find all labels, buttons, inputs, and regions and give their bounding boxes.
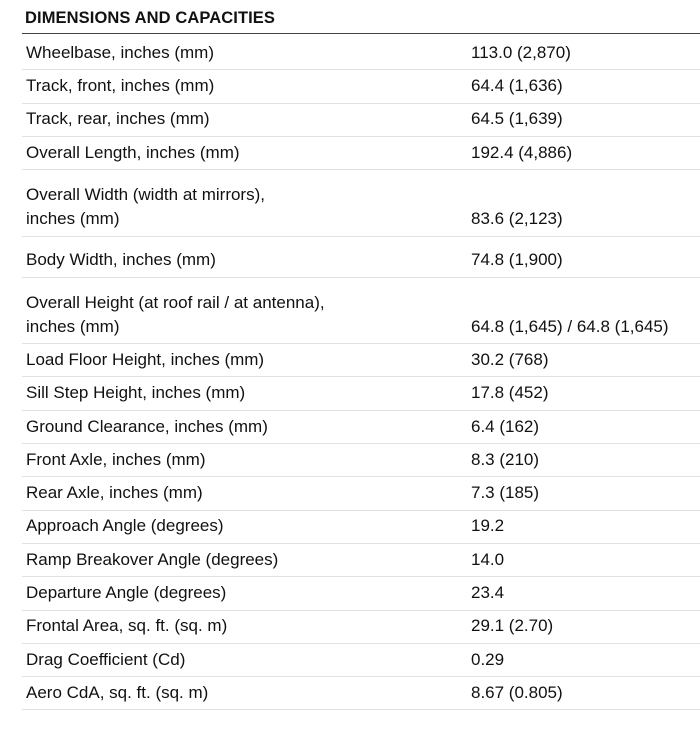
row-label: Body Width, inches (mm) [26, 250, 216, 270]
row-label [22, 183, 468, 231]
spec-table [22, 37, 700, 710]
row-value: 64.5 (1,639) [471, 109, 563, 129]
row-label: Drag Coefficient (Cd) [26, 649, 186, 669]
row-value: 64.8 (1,645) / 64.8 (1,645) [471, 316, 669, 336]
table-row-overall-width [22, 170, 700, 237]
row-value: 6.4 (162) [471, 416, 540, 436]
row-label-line1: Overall Width (width at mirrors), [26, 185, 265, 205]
row-label-line2: inches (mm) [26, 209, 120, 229]
table-row-drag-coefficient [22, 644, 700, 677]
table-row-ramp-breakover-angle [22, 544, 700, 577]
row-label [22, 291, 468, 339]
table-row-overall-height [22, 278, 700, 345]
row-label: Front Axle, inches (mm) [26, 449, 206, 469]
row-label: Wheelbase, inches (mm) [26, 42, 215, 62]
row-label: Ground Clearance, inches (mm) [26, 416, 268, 436]
row-label: Sill Step Height, inches (mm) [26, 383, 246, 403]
row-value: 8.3 (210) [471, 449, 540, 469]
table-row-load-floor-height [22, 344, 700, 377]
row-value: 14.0 [471, 549, 505, 569]
title-divider [22, 33, 700, 34]
section-title: DIMENSIONS AND CAPACITIES [25, 9, 276, 27]
row-label-line2: inches (mm) [26, 316, 120, 336]
row-label: Rear Axle, inches (mm) [26, 483, 203, 503]
table-row-departure-angle [22, 577, 700, 610]
row-label: Overall Length, inches (mm) [26, 142, 240, 162]
row-label: Aero CdA, sq. ft. (sq. m) [26, 682, 209, 702]
table-row-approach-angle [22, 511, 700, 544]
row-value: 19.2 [471, 516, 505, 536]
row-value: 64.4 (1,636) [471, 76, 563, 96]
table-row-rear-axle [22, 477, 700, 510]
row-value: 17.8 (452) [471, 383, 549, 403]
row-label: Frontal Area, sq. ft. (sq. m) [26, 616, 228, 636]
row-value: 113.0 (2,870) [471, 42, 571, 62]
row-value: 29.1 (2.70) [471, 616, 554, 636]
table-row-front-axle [22, 444, 700, 477]
row-value: 192.4 (4,886) [471, 142, 573, 162]
table-row-body-width [22, 237, 700, 278]
row-label: Load Floor Height, inches (mm) [26, 349, 265, 369]
table-row-track-rear [22, 104, 700, 137]
table-row-ground-clearance [22, 411, 700, 444]
row-label: Departure Angle (degrees) [26, 583, 227, 603]
table-row-track-front [22, 70, 700, 103]
table-row-wheelbase [22, 37, 700, 70]
row-value: 83.6 (2,123) [471, 209, 563, 229]
row-value: 30.2 (768) [471, 349, 549, 369]
row-value: 23.4 [471, 583, 505, 603]
row-label: Approach Angle (degrees) [26, 516, 224, 536]
row-value: 0.29 [471, 649, 505, 669]
row-label: Track, front, inches (mm) [26, 76, 215, 96]
table-row-sill-step-height [22, 377, 700, 410]
row-value: 74.8 (1,900) [471, 250, 563, 270]
table-row-frontal-area [22, 611, 700, 644]
row-value: 8.67 (0.805) [471, 682, 563, 702]
row-label-line1: Overall Height (at roof rail / at antenna), [26, 292, 325, 312]
row-label: Ramp Breakover Angle (degrees) [26, 549, 279, 569]
row-label: Track, rear, inches (mm) [26, 109, 210, 129]
table-row-overall-length [22, 137, 700, 170]
table-row-aero-cda [22, 677, 700, 710]
row-value: 7.3 (185) [471, 483, 540, 503]
